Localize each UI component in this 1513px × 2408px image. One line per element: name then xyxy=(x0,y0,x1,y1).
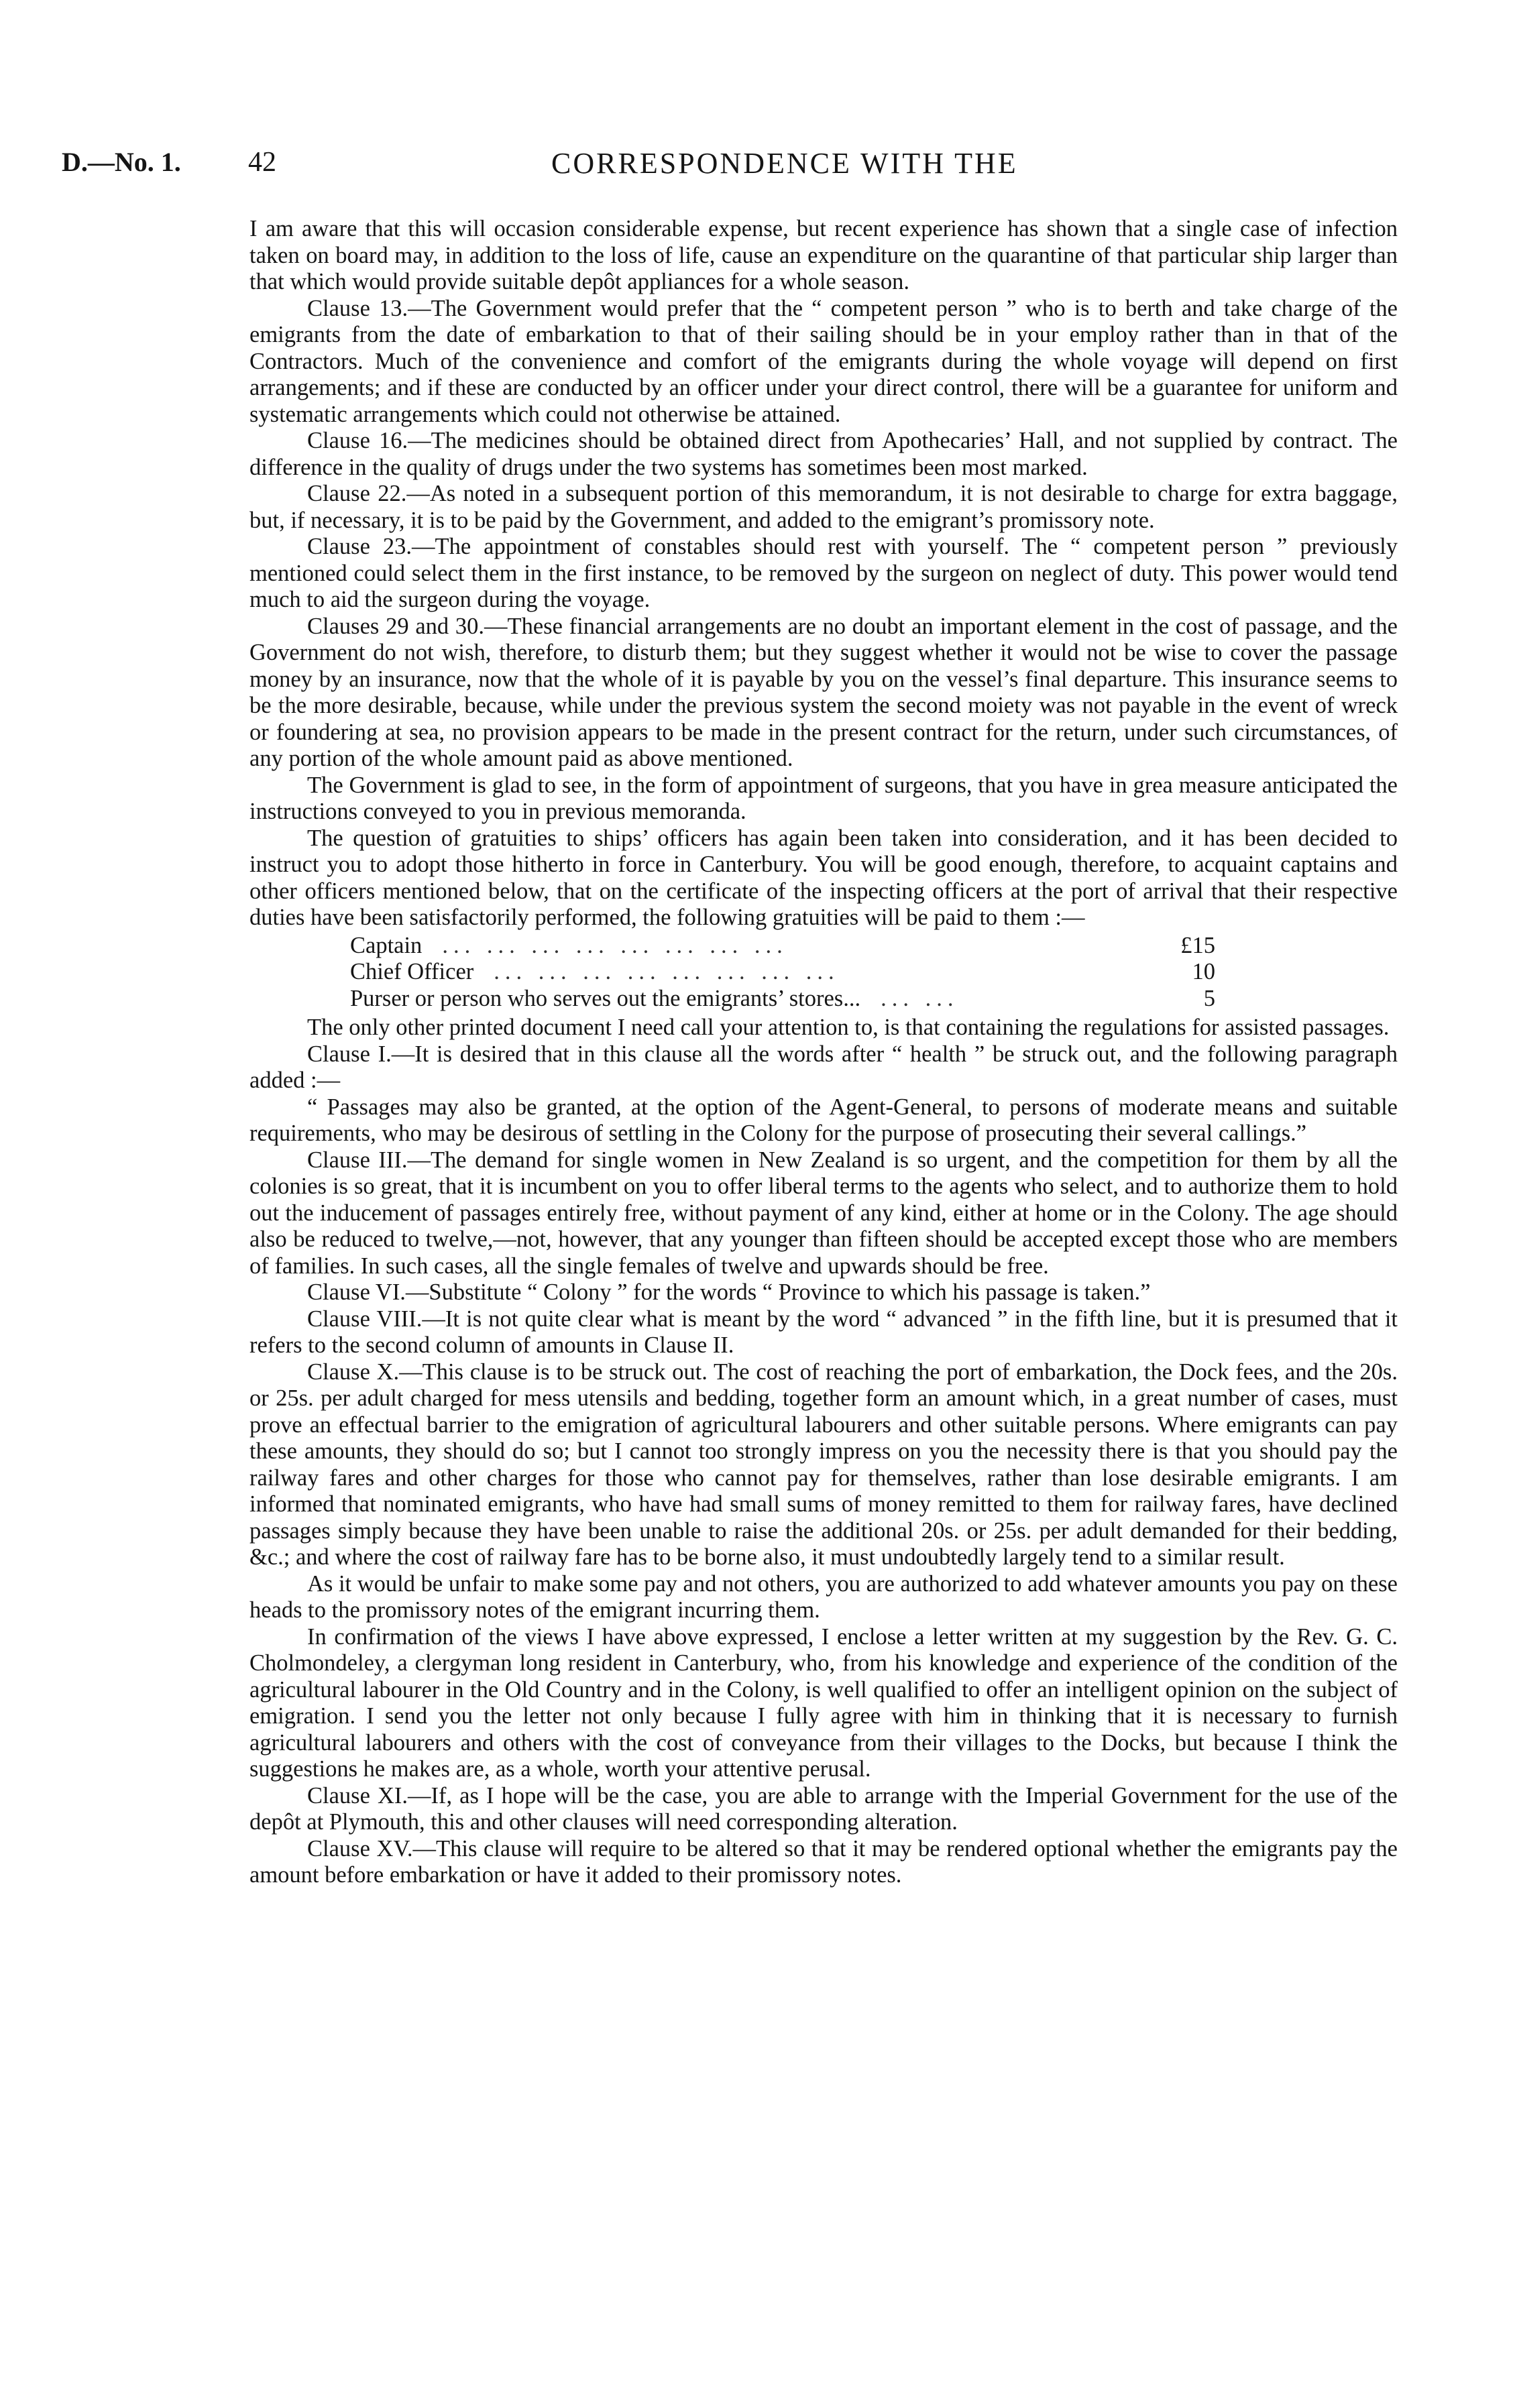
gratuity-amount: £15 xyxy=(1180,932,1215,958)
gratuity-label: Purser or person who serves out the emigrants’ stores... xyxy=(350,985,861,1011)
paragraph-clause-8: Clause VIII.—It is not quite clear what is meant by the word “ advanced ” in the fifth line, but it is presumed that it refers to the second column of amounts in Clause II. xyxy=(249,1306,1398,1358)
gratuity-leader: ... ... ... ... ... ... ... ... xyxy=(494,959,840,984)
gratuity-row xyxy=(350,986,1215,1013)
page-header xyxy=(0,146,1513,193)
paragraph-clause-1: Clause I.—It is desired that in this clause all the words after “ health ” be struck out, and the following paragraph added :— xyxy=(249,1041,1398,1093)
gratuity-label: Captain xyxy=(350,932,423,958)
paragraph-clause-22: Clause 22.—As noted in a subsequent portion of this memorandum, it is not desirable to charge for extra baggage, but, if necessary, it is to be paid by the Government, and added to the emigrant’s promissory note. xyxy=(249,481,1398,533)
gratuity-row xyxy=(350,933,1215,960)
gratuity-amount: 10 xyxy=(1192,959,1215,984)
gratuity-row xyxy=(350,959,1215,986)
running-title: CORRESPONDENCE WITH THE xyxy=(551,147,1018,180)
paragraph-clause-10: Clause X.—This clause is to be struck out. The cost of reaching the port of embarkation, the Dock fees, and the 20s. or 25s. per adult charged for mess utensils and bedding, together form an amount which, in a great number of cases, must prove an effectual barrier to the emigration of agricultural labourers and other suitable persons. Where emigrants can pay these amounts, they should do so; but I cannot too strongly impress on you the necessity there is that you should pay the railway fares and other charges for those who cannot pay for themselves, rather than lose desirable emigrants. I am informed that nominated emigrants, who have had small sums of money remitted to them for railway fares, have declined passages simply because they have been unable to raise the additional 20s. or 25s. per adult demanded for their bedding, &c.; and where the cost of railway fare has to be borne also, it must undoubtedly largely tend to a similar result. xyxy=(249,1359,1398,1570)
paragraph-surgeons: The Government is glad to see, in the form of appointment of surgeons, that you have in grea measure anticipated the instructions conveyed to you in previous memoranda. xyxy=(249,772,1398,824)
document-reference: D.—No. 1. xyxy=(62,147,181,177)
paragraph-clause-6: Clause VI.—Substitute “ Colony ” for the words “ Province to which his passage is taken.” xyxy=(307,1279,1151,1305)
paragraph-regulations: The only other printed document I need call your attention to, is that containing the regulations for assisted passages. xyxy=(307,1015,1390,1040)
gratuity-label: Chief Officer xyxy=(350,959,474,984)
paragraph-infection-expense: I am aware that this will occasion considerable expense, but recent experience has shown that a single case of infection taken on board may, in addition to the loss of life, cause an expenditure on the quarantine of that particular ship larger than that which would provide suitable depôt appliances for a whole season. xyxy=(249,216,1398,294)
paragraph-clause-11: Clause XI.—If, as I hope will be the case, you are able to arrange with the Imperial Government for the use of the depôt at Plymouth, this and other clauses will need corresponding alteration. xyxy=(249,1782,1398,1835)
paragraph-promissory-notes: As it would be unfair to make some pay and not others, you are authorized to add whatever amounts you pay on these heads to the promissory notes of the emigrant incurring them. xyxy=(249,1570,1398,1623)
paragraph-clause-3: Clause III.—The demand for single women in New Zealand is so urgent, and the competition for them by all the colonies is so great, that it is incumbent on you to offer liberal terms to the agents who select, and to authorize them to hold out the inducement of passages entirely free, without payment of any kind, either at home or in the Colony. The age should also be reduced to twelve,—not, however, that any younger than fifteen should be accepted except those who are members of families. In such cases, all the single females of twelve and upwards should be free. xyxy=(249,1147,1398,1279)
letter-body xyxy=(249,216,1398,1889)
gratuities-table xyxy=(350,933,1215,1013)
paragraph-cholmondeley-letter: In confirmation of the views I have above expressed, I enclose a letter written at my suggestion by the Rev. G. C. Cholmondeley, a clergyman long resident in Canterbury, who, from his knowledge and experience of the condition of the agricultural labourer in the Old Country and in the Colony, is well qualified to offer an intelligent opinion on the subject of emigration. I send you the letter not only because I fully agree with him in thinking that it is necessary to furnish agricultural labourers and others with the cost of conveyance from their villages to the Docks, but because I think the suggestions he makes are, as a whole, worth your attentive perusal. xyxy=(249,1623,1398,1782)
paragraph-clause-16: Clause 16.—The medicines should be obtained direct from Apothecaries’ Hall, and not supplied by contract. The difference in the quality of drugs under the two systems has sometimes been most marked. xyxy=(249,428,1398,480)
paragraph-gratuities: The question of gratuities to ships’ officers has again been taken into consideration, and it has been decided to instruct you to adopt those hitherto in force in Canterbury. You will be good enough, therefore, to acquaint captains and other officers mentioned below, that on the certificate of the inspecting officers at the port of arrival that their respective duties have been satisfactorily performed, the following gratuities will be paid to them :— xyxy=(249,825,1398,930)
paragraph-clause-15: Clause XV.—This clause will require to be altered so that it may be rendered optional whether the emigrants pay the amount before embarkation or have it added to their promissory notes. xyxy=(249,1835,1398,1888)
gratuity-leader: ... ... ... ... ... ... ... ... xyxy=(442,932,788,958)
gratuity-amount: 5 xyxy=(1203,985,1215,1011)
gratuity-leader: ... ... xyxy=(881,985,959,1011)
paragraph-quoted-addition: “ Passages may also be granted, at the option of the Agent-General, to persons of moderate means and suitable requirements, who may be desirous of settling in the Colony for the purpose of prosecuting their several callings.” xyxy=(249,1094,1398,1146)
page-number: 42 xyxy=(248,147,276,178)
paragraph-clauses-29-30: Clauses 29 and 30.—These financial arrangements are no doubt an important element in the cost of passage, and the Government do not wish, therefore, to disturb them; but they suggest whether it would not be wise to cover the passage money by an insurance, now that the whole of it is payable by you on the vessel’s final departure. This insurance seems to be the more desirable, because, while under the previous system the second moiety was not payable in the event of wreck or foundering at sea, no provision appears to be made in the present contract for the return, under such circumstances, of any portion of the whole amount paid as above mentioned. xyxy=(249,613,1398,771)
paragraph-clause-13: Clause 13.—The Government would prefer that the “ competent person ” who is to berth and take charge of the emigrants from the date of embarkation to that of their sailing should be in your employ rather than in that of the Contractors. Much of the convenience and comfort of the emigrants during the whole voyage will depend on first arrangements; and if these are conducted by an officer under your direct control, there will be a guarantee for uniform and systematic arrangements which could not otherwise be attained. xyxy=(249,295,1398,427)
paragraph-clause-23: Clause 23.—The appointment of constables should rest with yourself. The “ competent person ” previously mentioned could select them in the first instance, to be removed by the surgeon on neglect of duty. This power would tend much to aid the surgeon during the voyage. xyxy=(249,534,1398,612)
